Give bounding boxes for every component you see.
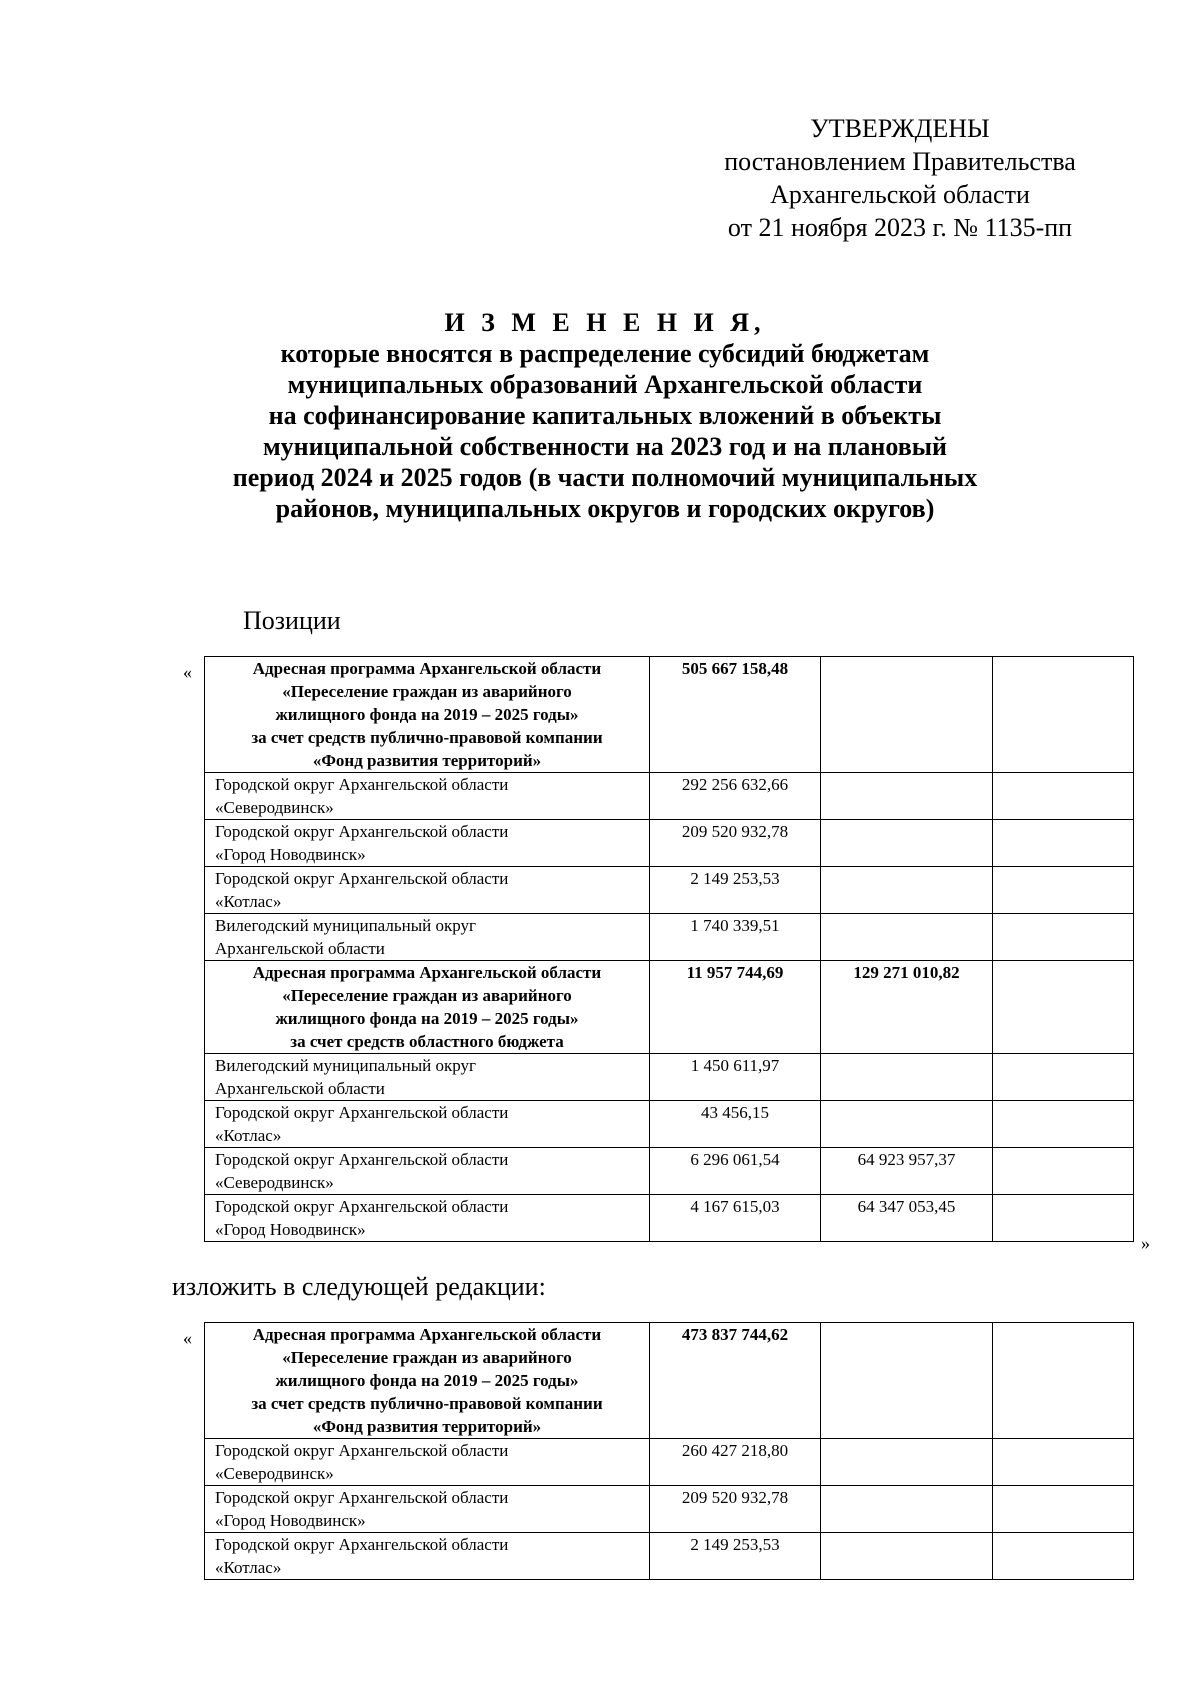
cell-value-2023: 1 740 339,51 (650, 914, 821, 961)
cell-name: Городской округ Архангельской области «Северодвинск» (205, 1148, 650, 1195)
cell-value-2023: 43 456,15 (650, 1101, 821, 1148)
cell-name: Адресная программа Архангельской области «Переселение граждан из аварийного жилищного фонда на 2019 – 2025 годы» за счет средств публично-правовой компании «Фонд развития территорий» (205, 657, 650, 773)
cell-value-2023: 292 256 632,66 (650, 773, 821, 820)
cell-value-2023: 473 837 744,62 (650, 1323, 821, 1439)
cell-value-2024 (821, 1323, 993, 1439)
cell-value-2024 (821, 1533, 993, 1580)
table-row-municipality (205, 820, 1134, 867)
cell-name: Городской округ Архангельской области «Северодвинск» (205, 1439, 650, 1486)
cell-value-2023: 11 957 744,69 (650, 961, 821, 1054)
cell-value-2023: 4 167 615,03 (650, 1195, 821, 1242)
table-new-body (205, 1323, 1134, 1580)
table-row-program (205, 1323, 1134, 1439)
approval-line-region: Архангельской области (770, 180, 1030, 209)
cell-value-2024 (821, 1054, 993, 1101)
cell-value-2024 (821, 820, 993, 867)
cell-value-2023: 6 296 061,54 (650, 1148, 821, 1195)
table-row-municipality (205, 1195, 1134, 1242)
cell-value-2025 (993, 1323, 1134, 1439)
cell-value-2024: 64 347 053,45 (821, 1195, 993, 1242)
cell-value-2025 (993, 1439, 1134, 1486)
cell-value-2025 (993, 1101, 1134, 1148)
table-old-body (205, 657, 1134, 1242)
table-row-program (205, 657, 1134, 773)
positions-label: Позиции (243, 606, 341, 635)
table-row-municipality (205, 773, 1134, 820)
cell-name: Городской округ Архангельской области «Котлас» (205, 1533, 650, 1580)
cell-name: Городской округ Архангельской области «Город Новодвинск» (205, 1486, 650, 1533)
edit-label: изложить в следующей редакции: (172, 1272, 546, 1301)
cell-value-2025 (993, 657, 1134, 773)
cell-name: Вилегодский муниципальный округ Архангельской области (205, 1054, 650, 1101)
table-row-municipality (205, 1148, 1134, 1195)
cell-name: Городской округ Архангельской области «Котлас» (205, 867, 650, 914)
cell-value-2025 (993, 1533, 1134, 1580)
table-row-municipality (205, 1533, 1134, 1580)
cell-value-2025 (993, 914, 1134, 961)
table-row-municipality (205, 1054, 1134, 1101)
cell-value-2025 (993, 961, 1134, 1054)
cell-value-2023: 2 149 253,53 (650, 867, 821, 914)
cell-value-2023: 260 427 218,80 (650, 1439, 821, 1486)
close-quote-old: » (1141, 1233, 1150, 1253)
cell-value-2025 (993, 773, 1134, 820)
table-row-program (205, 961, 1134, 1054)
table-row-municipality (205, 1439, 1134, 1486)
cell-value-2024 (821, 914, 993, 961)
cell-value-2025 (993, 1195, 1134, 1242)
open-quote-old: « (183, 662, 192, 682)
cell-name: Городской округ Архангельской области «Город Новодвинск» (205, 820, 650, 867)
cell-value-2023: 209 520 932,78 (650, 820, 821, 867)
open-quote-new: « (183, 1328, 192, 1348)
cell-value-2024 (821, 657, 993, 773)
title-heading: И З М Е Н Е Н И Я, (444, 308, 766, 337)
table-row-municipality (205, 1101, 1134, 1148)
table-old (204, 656, 1134, 1242)
cell-name: Адресная программа Архангельской области «Переселение граждан из аварийного жилищного фонда на 2019 – 2025 годы» за счет средств публично-правовой компании «Фонд развития территорий» (205, 1323, 650, 1439)
cell-value-2025 (993, 820, 1134, 867)
cell-value-2023: 2 149 253,53 (650, 1533, 821, 1580)
document-title (160, 307, 1050, 524)
cell-value-2024 (821, 867, 993, 914)
approval-block (700, 112, 1100, 244)
cell-value-2023: 1 450 611,97 (650, 1054, 821, 1101)
approval-heading: УТВЕРЖДЕНЫ (810, 114, 990, 143)
title-subtitle: которые вносятся в распределение субсидий бюджетам муниципальных образований Архангельской области на софинансирование капитальных вложений в объекты муниципальной собственности на 2023 год и на плановый период 2024 и 2025 годов (в части полномочий муниципальных районов, муниципальных округов и городских округов) (232, 339, 978, 523)
cell-value-2023: 505 667 158,48 (650, 657, 821, 773)
table-row-municipality (205, 867, 1134, 914)
approval-line-resolution: постановлением Правительства (724, 147, 1076, 176)
cell-value-2025 (993, 1148, 1134, 1195)
cell-value-2025 (993, 1486, 1134, 1533)
cell-value-2024: 64 923 957,37 (821, 1148, 993, 1195)
cell-value-2024 (821, 773, 993, 820)
cell-name: Городской округ Архангельской области «Город Новодвинск» (205, 1195, 650, 1242)
cell-name: Адресная программа Архангельской области «Переселение граждан из аварийного жилищного фонда на 2019 – 2025 годы» за счет средств областного бюджета (205, 961, 650, 1054)
cell-value-2024: 129 271 010,82 (821, 961, 993, 1054)
cell-value-2023: 209 520 932,78 (650, 1486, 821, 1533)
cell-name: Городской округ Архангельской области «Северодвинск» (205, 773, 650, 820)
table-row-municipality (205, 1486, 1134, 1533)
approval-line-date: от 21 ноября 2023 г. № 1135-пп (727, 213, 1073, 242)
cell-value-2024 (821, 1101, 993, 1148)
cell-value-2025 (993, 1054, 1134, 1101)
cell-value-2024 (821, 1439, 993, 1486)
cell-name: Городской округ Архангельской области «Котлас» (205, 1101, 650, 1148)
table-new (204, 1322, 1134, 1580)
cell-value-2024 (821, 1486, 993, 1533)
table-row-municipality (205, 914, 1134, 961)
cell-value-2025 (993, 867, 1134, 914)
cell-name: Вилегодский муниципальный округ Архангельской области (205, 914, 650, 961)
